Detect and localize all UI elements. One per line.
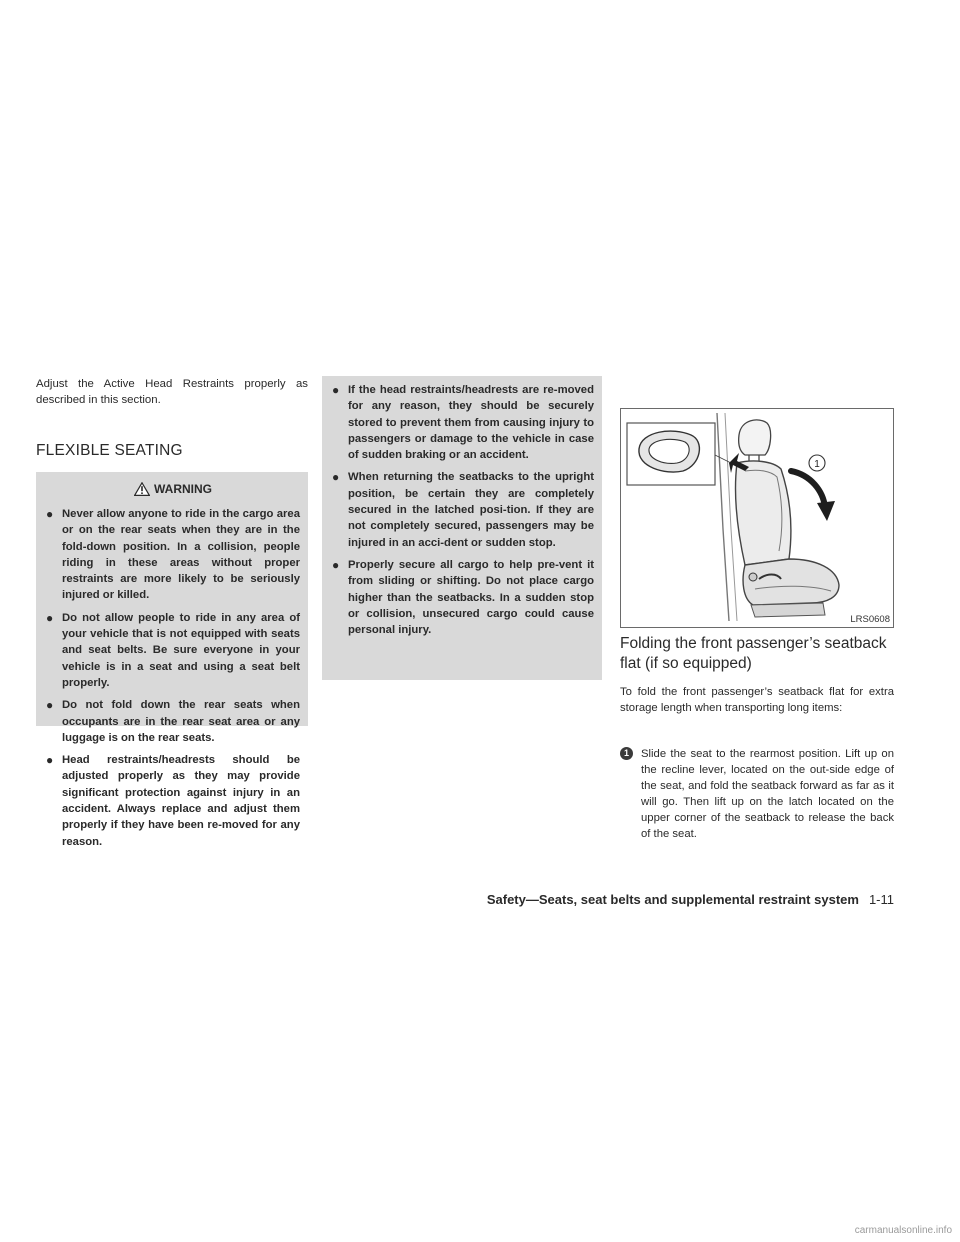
fold-section-title: Folding the front passenger’s seatback flat (if so equipped): [620, 635, 887, 672]
page-number: 1-11: [868, 892, 894, 907]
list-item: [46, 506, 300, 604]
section-title: FLEXIBLE SEATING: [36, 442, 183, 459]
intro-text: Adjust the Active Head Restraints properly as described in this section.: [36, 378, 308, 406]
warning-box-continued: [322, 376, 602, 680]
warning-item-text: If the head restraints/headrests are re-moved for any reason, they should be securely stored to prevent them from causing injury to passengers or damage to the vehicle in case of sudden braking or an accident.: [348, 384, 594, 462]
figure-code: LRS0608: [850, 614, 890, 625]
step-number-icon: 1: [620, 747, 633, 760]
step-text: Slide the seat to the rearmost position. Lift up on the recline lever, located on the out-side edge of the seat, and fold the seatback forward as far as it will go. Then lift up on the latch located on the upper corner of the seatback to release the back of the seat.: [641, 748, 894, 840]
bullet-icon: ●: [46, 507, 54, 521]
warning-header: [46, 478, 300, 500]
list-item: [332, 469, 594, 550]
list-item: [46, 752, 300, 850]
warning-item-text: Do not allow people to ride in any area of your vehicle that is not equipped with seats and seat belts. Be sure everyone in your vehicle is in a seat and using a seat belt properly.: [62, 611, 300, 689]
seat-figure: [620, 408, 894, 628]
chapter-title: Safety—Seats, seat belts and supplemental restraint system: [486, 892, 859, 907]
list-item: [332, 557, 594, 638]
list-item: [46, 610, 300, 691]
warning-triangle-icon: [134, 482, 150, 496]
bullet-icon: ●: [46, 753, 54, 768]
bullet-icon: ●: [332, 383, 340, 397]
bullet-icon: ●: [332, 470, 340, 485]
watermark: carmanualsonline.info: [854, 1225, 952, 1236]
seat-fold-illustration: [621, 409, 893, 627]
warning-list-1: [46, 506, 300, 850]
warning-item-text: Do not fold down the rear seats when occupants are in the rear seat area or any luggage is on the rear seats.: [62, 699, 300, 744]
list-item: [620, 746, 894, 842]
fold-section-body: To fold the front passenger’s seatback flat for extra storage length when transporting long items:: [620, 686, 894, 714]
bullet-icon: ●: [46, 610, 54, 625]
warning-item-text: Head restraints/headrests should be adjusted properly as they may provide significant protection against injury in an accident. Always replace and adjust them properly if they have been re-moved for any reason.: [62, 754, 300, 848]
bullet-icon: ●: [332, 557, 340, 572]
warning-box: [36, 472, 308, 848]
warning-list-2: [332, 382, 594, 638]
list-item: [332, 382, 594, 463]
figure-callout-label: 1: [814, 459, 820, 470]
warning-item-text: Never allow anyone to ride in the cargo area or on the rear seats when they are in the fold-down position. In a collision, people riding in these areas without proper restraints are more likely to be seriously injured or killed.: [62, 508, 300, 602]
list-item: [46, 697, 300, 746]
bullet-icon: ●: [46, 698, 54, 713]
warning-label: WARNING: [154, 482, 212, 496]
page-footer: [487, 892, 894, 907]
warning-item-text: When returning the seatbacks to the upright position, be certain they are completely secured in the latched posi-tion. If they are not completely secured, passengers may be injured in an acci-dent or sudden stop.: [348, 471, 594, 549]
warning-item-text: Properly secure all cargo to help pre-vent it from sliding or shifting. Do not place cargo higher than the seatbacks. In a sudden stop or collision, unsecured cargo could cause personal injury.: [348, 558, 594, 637]
